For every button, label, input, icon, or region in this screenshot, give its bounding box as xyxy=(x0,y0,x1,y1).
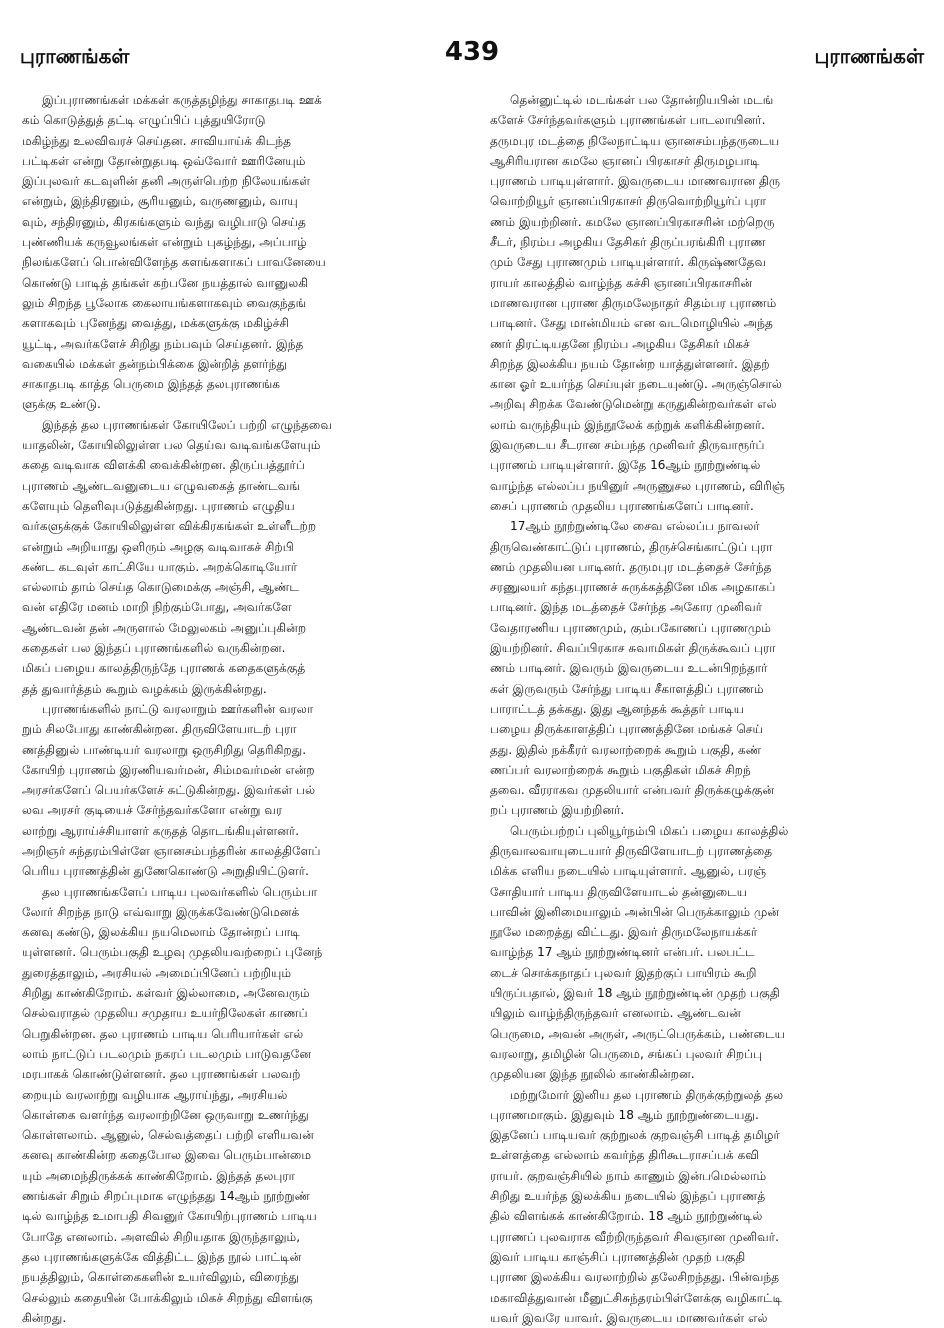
paragraph: மற்றுமோர் இனிய தல புராணம் திருக்குற்றுலத் தல புராணமாகும். இதுவும் 18 ஆம் நூற்றுண்டையது. இதனேப் பாடியவர் குற்றுலக் குறவஞ்சி பாடித் தமிழர் உள்ளத்தை எல்லாம் கவர்ந்த திரிகூடராசப்பக் கவி ராயர். குறவஞ்சியில் நாம் காணும் இன்பமெல்லாம் சிறிது உயர்ந்த இலக்கிய நடையில் இந்தப் புராணத் தில் விளங்கக் காண்கிறோம். 18 ஆம் நூற்றுண்டில் புராணப் புலவராக வீற்றிருந்தவர் சிவஞான முனிவர். இவர் பாடிய காஞ்சிப் புராணத்தின் முதற் பகுதி புராண இலக்கிய வரலாற்றில் தலேசிறந்தது. பின்வந்த மகாவித்துவான் மீனுட்சிசுந்தரம்பிள்ளேக்கு வழிகாட்டி யவர் இவரே யாவர். இவருடைய மாணவர்கள் எல் xyxy=(490,1087,784,1325)
paragraph: 17ஆம் நூற்றுண்டிலே சைவ எல்லப்ப நாவலர் திருவெண்காட்டுப் புராணம், திருச்செங்காட்டுப் புரா ணம் முதலியன பாடினர். தருமபுர மடத்தைச் சேர்ந்த சரணுலயர் கந்தபுராணச் சுருக்கத்தினே மிக அழகாகப் பாடினர். இந்த மடத்தைச் சேர்ந்த அகோர முனிவர் வேதாரணிய புராணமும், கும்பகோணப் புராணமும் இயற்றினர். சிவப்பிரகாச சுவாமிகள் திருக்கூவப் புரா ணம் பாடினர். இவரும் இவருடைய உடன்பிறந்தார் கள் இருவரும் சேர்ந்து பாடிய சீகாளத்திப் புராணம் பாராட்டத் தக்கது. இது ஆனந்தக் கூத்தர் பாடிய பழைய திருக்காளத்திப் புராணத்தினே மங்கச் செய் தது. இதில் நக்கீரர் வரலாற்றைக் கூறும் பகுதி, கண் ணப்பர் வரலாற்றைக் கூறும் பகுதிகள் மிகச் சிறந் தவை. வீரராகவ முதலியார் என்பவர் திருக்கழுக்குன் றப் புராணம் இயற்றினர். xyxy=(490,519,776,818)
right-column xyxy=(490,90,932,1328)
paragraph: பெரும்பற்றப் புலியூர்நம்பி மிகப் பழைய காலத்தில் திருவாலவாயுடையார் திருவிளேயாடற் புராணத்தை மிக்க எளிய நடையில் பாடியுள்ளார். ஆனுல், பரஞ் சோதியார் பாடிய திருவிளேயாடல் தன்னுடைய பாவின் இனிமையாலும் அன்பின் பெருக்காலும் முன் நூலே மறைத்து விட்டது. இவர் திருமலேநாயக்கர் வாழ்ந்த 17 ஆம் நூற்றுண்டினர் என்பர். பலபட்ட டைச் சொக்கநாதப் புலவர் இதற்குப் பாயிரம் கூறி யிருப்பதால், இவர் 18 ஆம் நூற்றுண்டின் முதற் பகுதி யிலும் வாழ்ந்திருந்தவர் எனலாம். ஆண்டவன் பெருமை, அவன் அருள், அருட்பெருக்கம், பண்டைய வரலாறு, தமிழின் பெருமை, சங்கப் புலவர் சிறப்பு முதலியன இந்த நூலில் காண்கின்றன. xyxy=(490,823,789,1082)
paragraph: இப்புராணங்கள் மக்கள் கருத்தழிந்து சாகாதபடி ஊக் கம் கொடுத்துத் தட்டி எழுப்பிப் புத்துயிரோடு மகிழ்ந்து உலவிவரச் செய்தன. சாவியாய்க் கிடந்த பட்டிகள் என்று தோன்றுதபடி ஒவ்வோர் ஊரினேயும் இப்புலவர் கடவுளின் தனி அருள்பெற்ற நிலேயங்கள் என்றும், இந்திரனும், சூரியனும், வருணனும், வாயு வும், சந்திரனும், கிரகங்களும் வந்து வழிபாடு செய்த புண்ணியக் கருவூலங்கள் என்றும் புகழ்ந்து, அப்பாழ் நிலங்களேப் பொன்விளேந்த களங்களாகப் பாவனேயை கொண்டு பாடித் தங்கள் கற்பனே நயத்தால் வானுலகி லும் சிறந்த பூலோக கைலாயங்களாகவும் வைகுந்தங் களாகவும் புனேந்து வைத்து, மக்களுக்கு மகிழ்ச்சி யூட்டி, அவர்களேச் சிறிது நம்பவும் செய்தனர். இந்த வகையில் மக்கள் தன்நம்பிக்கை இன்றித் தளர்ந்து சாகாதபடி காத்த பெருமை இந்தத் தலபுராணங்க ளுக்கு உண்டு. xyxy=(22,93,326,412)
paragraph: தல புராணங்களேப் பாடிய புலவர்களில் பெரும்பா லோர் சிறந்த நாடு எவ்வாறு இருக்கவேண்டுமெனக் கனவு கண்டு, இலக்கிய நயமெலாம் தோன்றப் பாடி யுள்ளனர். பெரும்பகுதி உழவு முதலியவற்றைப் புனேந் துரைத்தாலும், அரசியல் அமைப்பினேப் பற்றியும் சிறிது காண்கிறோம். கள்வர் இல்லாமை, அனேவரும் செல்வராதல் முதலிய சமுதாய உயர்நிலேகள் காணப் பெறுகின்றன. தல புராணம் பாடிய பெரியார்கள் எல் லாம் நாட்டுப் படலமும் நகரப் படலமும் பாடுவதனே மரபாகக் கொண்டுள்ளனர். தல புராணங்கள் பலவற் றையும் வரலாற்று வழியாக ஆராய்ந்து, அரசியல் கொள்கை வளர்ந்த வரலாற்றினே ஒருவாறு உணர்ந்து கொள்ளலாம். ஆனுல், செல்வத்தைப் பற்றி எளியவன் கனவு காண்கின்ற கதைபோல இவை பெரும்பான்மை யும் அமைந்திருக்கக் காண்கிறோம். இந்தத் தலபுரா ணங்கள் சிறும் சிறப்புமாக எழுந்தது 14ஆம் நூற்றுண் டில் வாழ்ந்த உமாபதி சிவனுர் கோயிற்புராணம் பாடிய போதே எனலாம். அளவில் சிறியதாக இருந்தாலும், தல புராணங்களுக்கே வித்திட்ட இந்த நூல் பாட்டின் நயத்திலும், கொள்கைகளின் உயர்விலும், விரைந்து செல்லும் கதையின் போக்கிலும் மிகச் சிறந்து விளங்கு கின்றது. xyxy=(22,884,323,1325)
paragraph: தென்னுட்டில் மடங்கள் பல தோன்றியபின் மடங் களேச் சேர்ந்தவர்களும் புராணங்கள் பாடலாயினர். தருமபுர மடத்தை நிலேநாட்டிய ஞானசம்பந்தருடைய ஆசிரியரான கமலே ஞானப் பிரகாசர் திருமழபாடி புராணம் பாடியுள்ளார். இவருடைய மாணவரான திரு வொற்றியூர் ஞானப்பிரகாசர் திருவொற்றியூர்ப் புரா ணம் இயற்றினர். கமலே ஞானப்பிரகாசரின் மற்றெரு சீடர், நிரம்ப அழகிய தேசிகர் திருப்பரங்கிரி புராண மும் சேது புராணமும் பாடியுள்ளார். கிருஷ்ணதேவ ராயர் காலத்தில் வாழ்ந்த கச்சி ஞானப்பிரகாசரின் மாணவரான புராண திருமலேநாதர் சிதம்பர புராணம் பாடினர். சேது மான்மியம் என வடமொழியில் அந்த ணர் திரட்டியதனே நிரம்ப அழகிய தேசிகர் மிகச் சிறந்த இலக்கிய நயம் தோன்ற யாத்துள்ளனர். இதற் கான ஓர் உயர்ந்த செய்யுள் நடையுண்டு. அருஞ்சொல் அறிவு சிறக்க வேண்டுமென்று கருதுகின்றவர்கள் எல் லாம் வருந்தியும் இந்நூலேக் கற்றுக் களிக்கின்றனர். இவருடைய சீடரான சம்பந்த முனிவர் திருவாரூர்ப் புராணம் பாடியுள்ளார். இதே 16ஆம் நூற்றுண்டில் வாழ்ந்த எல்லப்ப நயினுர் அருணுசல புராணம், விரிஞ் சைப் புராணம் முதலிய புராணங்களேப் பாடினர். xyxy=(490,93,785,513)
page-number: 439 xyxy=(444,37,500,67)
running-head-left: புராணங்கள் xyxy=(20,44,130,68)
paragraph: இந்தத் தல புராணங்கள் கோயிலேப் பற்றி எழுந்தவை யாதலின், கோயிலிலுள்ள பல தெய்வ வடிவங்களேயும் கதை வடிவாக விளக்கி வைக்கின்றன. திருப்பத்தூர்ப் புராணம் ஆண்டவனுடைய எழுவகைத் தாண்டவங் களேயும் தெளிவுபடுத்துகின்றது. புராணம் எழுதிய வர்களுக்குக் கோயிலிலுள்ள விக்கிரகங்கள் உள்ளீடற்ற என்றும் அறியாது ஒளிரும் அழகு வடிவாகச் சிற்பி கண்ட கடவுள் காட்சியே யாகும். அறக்கொடியோர் எல்லாம் தாம் செய்த கொடுமைக்கு அஞ்சி, ஆண்ட வன் எதிரே மனம் மாறி நிற்கும்போது, அவர்களே ஆண்டவன் தன் அருளால் மேலுலகம் அனுப்புகின்ற கதைகள் பல இந்தப் புராணங்களில் வருகின்றன. மிகப் பழைய காலத்திருந்தே புராணக் கதைகளுக்குத் தத் துவார்த்தம் கூறும் வழக்கம் இருக்கின்றது. xyxy=(22,417,332,696)
paragraph: புராணங்களில் நாட்டு வரலாறும் ஊர்களின் வரலா றும் சிலபோது காண்கின்றன. திருவிளேயாடற் புரா ணத்தினுல் பாண்டியர் வரலாறு ஒருசிறிது தெரிகிறது. கோயிற் புராணம் இரணியவர்மன், சிம்மவர்மன் என்ற அரசர்களேப் பெயர்களேச் சுட்டுகின்றது. இவர்கள் பல் லவ அரசர் குடியைச் சேர்ந்தவர்களோ என்று வர லாற்று ஆராய்ச்சியாளர் கருதத் தொடங்கியுள்ளனர். அறிஞர் சுந்தரம்பிள்ளே ஞானசம்பந்தரின் காலத்திளேப் பெரிய புராணத்தின் துணேகொண்டு அறுதியிட்டுளர். xyxy=(22,701,321,879)
running-head-right: புராணங்கள் xyxy=(814,44,924,68)
left-column xyxy=(22,90,464,1328)
